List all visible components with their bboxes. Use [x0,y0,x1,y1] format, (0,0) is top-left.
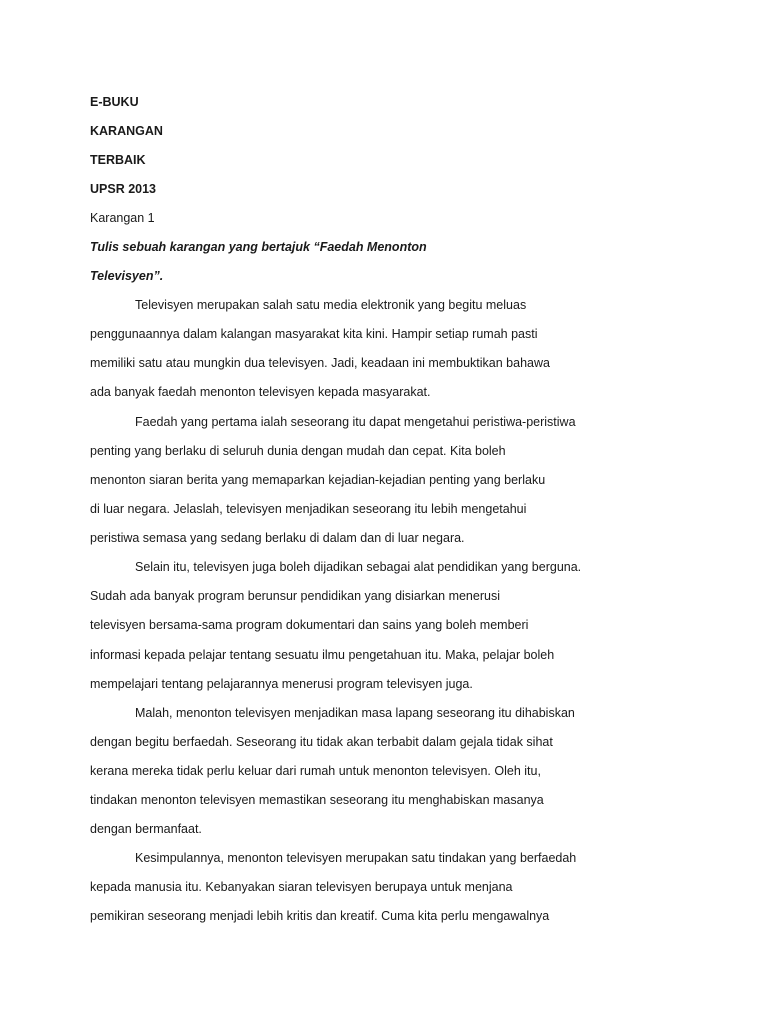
paragraph-line: Selain itu, televisyen juga boleh dijadikan sebagai alat pendidikan yang berguna. [135,560,582,574]
paragraph-line: di luar negara. Jelaslah, televisyen menjadikan seseorang itu lebih mengetahui [90,502,527,516]
paragraph-line: Faedah yang pertama ialah seseorang itu dapat mengetahui peristiwa-peristiwa [135,415,576,429]
paragraph-line: penting yang berlaku di seluruh dunia dengan mudah dan cepat. Kita boleh [90,444,506,458]
paragraph-line: Kesimpulannya, menonton televisyen merupakan satu tindakan yang berfaedah [135,851,577,865]
paragraph-line: pemikiran seseorang menjadi lebih kritis dan kreatif. Cuma kita perlu mengawalnya [90,909,550,923]
paragraph-line: menonton siaran berita yang memaparkan kejadian-kejadian penting yang berlaku [90,473,546,487]
header-ebuku: E-BUKU [90,95,139,109]
essay-prompt: Tulis sebuah karangan yang bertajuk “Faedah Menonton [90,240,427,254]
paragraph-line: kepada manusia itu. Kebanyakan siaran televisyen berupaya untuk menjana [90,880,513,894]
essay-prompt-cont: Televisyen”. [90,269,164,283]
paragraph-line: dengan bermanfaat. [90,822,202,836]
paragraph-line: memiliki satu atau mungkin dua televisyen. Jadi, keadaan ini membuktikan bahawa [90,356,550,370]
paragraph-line: Malah, menonton televisyen menjadikan masa lapang seseorang itu dihabiskan [135,706,575,720]
paragraph-line: Sudah ada banyak program berunsur pendidikan yang disiarkan menerusi [90,589,500,603]
paragraph-line: tindakan menonton televisyen memastikan seseorang itu menghabiskan masanya [90,793,544,807]
paragraph-line: ada banyak faedah menonton televisyen kepada masyarakat. [90,385,431,399]
paragraph-line: mempelajari tentang pelajarannya menerusi program televisyen juga. [90,677,473,691]
paragraph-line: informasi kepada pelajar tentang sesuatu ilmu pengetahuan itu. Maka, pelajar boleh [90,648,555,662]
paragraph-line: televisyen bersama-sama program dokumentari dan sains yang boleh memberi [90,618,529,632]
paragraph-line: peristiwa semasa yang sedang berlaku di dalam dan di luar negara. [90,531,465,545]
header-upsr: UPSR 2013 [90,182,157,196]
essay-number: Karangan 1 [90,211,155,225]
paragraph-line: dengan begitu berfaedah. Seseorang itu tidak akan terbabit dalam gejala tidak sihat [90,735,553,749]
paragraph-line: Televisyen merupakan salah satu media elektronik yang begitu meluas [135,298,527,312]
header-karangan: KARANGAN [90,124,163,138]
paragraph-line: kerana mereka tidak perlu keluar dari rumah untuk menonton televisyen. Oleh itu, [90,764,541,778]
header-terbaik: TERBAIK [90,153,146,167]
paragraph-line: penggunaannya dalam kalangan masyarakat kita kini. Hampir setiap rumah pasti [90,327,538,341]
